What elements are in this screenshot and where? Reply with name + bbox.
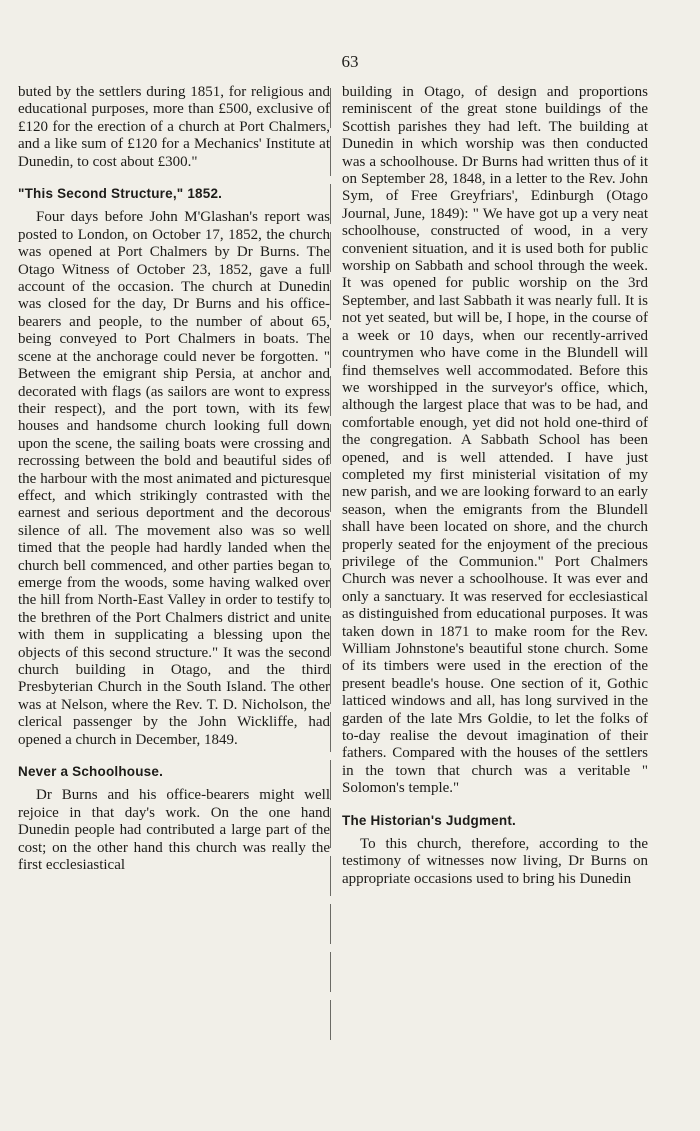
right-column [342, 84, 648, 888]
column-divider [330, 88, 331, 1040]
section-heading-historians-judgment: The Historian's Judgment. [342, 812, 516, 828]
paragraph-continued: building in Otago, of design and proportions reminiscent of the great stone buildings of the Scottish parishes they had left. The building at Dunedin in which worship was then conducted was a schoolhouse. Dr Burns had written thus of it on September 28, 1848, in a letter to the Rev. John Sym, of Free Greyfriars', Edinburgh (Otago Journal, June, 1849): " We have got up a very neat schoolhouse, constructed of wood, in a very convenient situation, and it is used both for public worship on Sabbath and school through the week. It was opened for public worship on the 3rd September, and last Sabbath it was nearly full. It is not yet seated, but will be, I hope, in the course of a week or 10 days, when our recently-arrived countrymen who have come in the Blundell will find themselves well accommodated. Before this we worshipped in the surveyor's office, which, although the largest place that was to be had, and comfortable enough, yet did not hold one-third of the congregation. A Sabbath School has been opened, and is well attended. I have just completed my first ministerial visitation of my new parish, and we are looking forward to an early season, when the emigrants from the Blundell shall have been located on shore, and the church properly seated for the enjoyment of the precious privilege of the Communion." Port Chalmers Church was never a schoolhouse. It was ever and only a sanctuary. It was reserved for ecclesiastical as distinguished from educational purposes. It was taken down in 1871 to make room for the Rev. William Johnstone's beautiful stone church. Some of its timbers were used in the erection of the present beadle's house. One section of it, Gothic latticed windows and all, has long survived in the garden of the late Mrs Goldie, to let the folks of to-day realise the devout imagination of their fathers. Compared with the houses of the settlers in the town that church was a veritable " Solomon's temple." [342, 84, 648, 797]
left-column [18, 84, 330, 874]
paragraph-historians-judgment: To this church, therefore, according to the testimony of witnesses now living, Dr Burns on appropriate occasions used to bring his Dunedin [342, 836, 648, 887]
section-heading-second-structure: "This Second Structure," 1852. [18, 186, 223, 202]
paragraph-never-schoolhouse: Dr Burns and his office-bearers might well rejoice in that day's work. On the one hand Dunedin people had contributed a large part of the cost; on the other hand this church was really the first ecclesiastical [18, 787, 330, 874]
paragraph-second-structure: Four days before John M'Glashan's report was posted to London, on October 17, 1852, the church was opened at Port Chalmers by Dr Burns. The Otago Witness of October 23, 1852, gave a full account of the occasion. The church at Dunedin was closed for the day, Dr Burns and his office-bearers and people, to the number of about 65, being conveyed to Port Chalmers in boats. The scene at the anchorage could never be forgotten. " Between the emigrant ship Persia, at anchor and decorated with flags (as sailors are wont to express their respect), and the port town, with its few houses and handsome church looking full down upon the scene, the sailing boats were crossing and recrossing between the bold and beautiful sides of the harbour with the most animated and picturesque effect, and which strikingly contrasted with the earnest and serious deportment and the decorous silence of all. The movement also was so well timed that the people had hardly landed when the church bell commenced, and other parties began to emerge from the woods, some having walked over the hill from North-East Valley in order to testify to the brethren of the Port Chalmers district and unite with them in supplicating a blessing upon the objects of this second structure." It was the second church building in Otago, and the third Presbyterian Church in the South Island. The other was at Nelson, where the Rev. T. D. Nicholson, the clerical passenger by the John Wickliffe, had opened a church in December, 1849. [18, 209, 330, 748]
intro-paragraph: buted by the settlers during 1851, for religious and educational purposes, more than £500, exclusive of £120 for the erection of a church at Port Chalmers, and a like sum of £120 for a Mechanics' Institute at Dunedin, to cost about £300." [18, 84, 330, 170]
page-number: 63 [341, 52, 359, 71]
section-heading-never-schoolhouse: Never a Schoolhouse. [18, 764, 164, 780]
